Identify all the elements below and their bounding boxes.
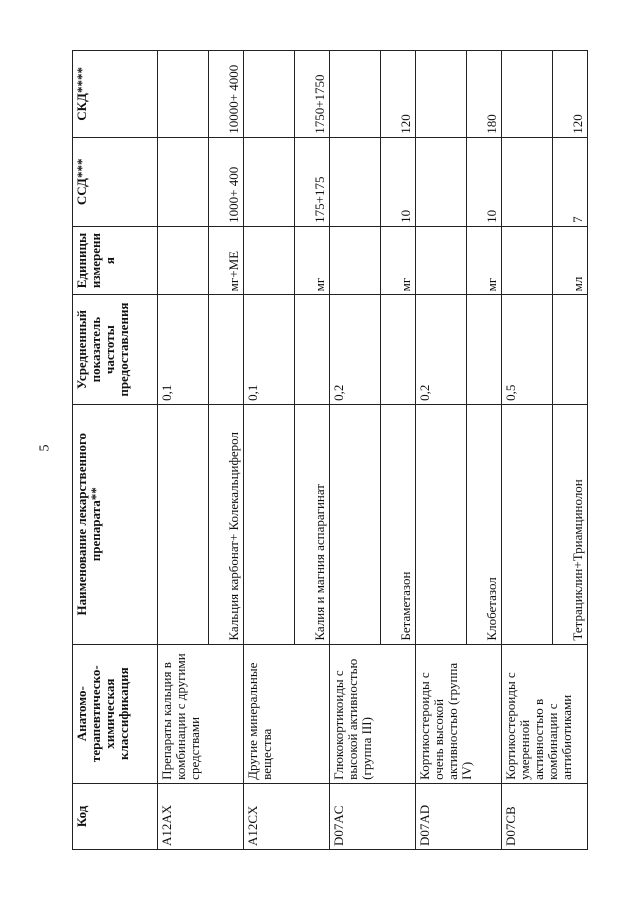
cell-unit-empty — [502, 226, 553, 294]
cell-ssd: 10 — [381, 137, 416, 226]
cell-skd-empty — [416, 51, 467, 138]
cell-drug-empty — [158, 404, 209, 644]
cell-code: A12AX — [158, 783, 244, 849]
table-row — [244, 51, 295, 850]
page-number: 5 — [37, 444, 53, 452]
cell-skd: 1750+1750 — [295, 51, 330, 138]
cell-skd: 120 — [553, 51, 588, 138]
cell-ssd: 175+175 — [295, 137, 330, 226]
cell-unit-empty — [244, 226, 295, 294]
cell-drug: Кальция карбонат+ Колекальциферол — [209, 404, 244, 644]
cell-ssd-empty — [416, 137, 467, 226]
cell-drug: Бетаметазон — [381, 404, 416, 644]
cell-drug: Тетрациклин+Триамцинолон — [553, 404, 588, 644]
drug-table — [72, 50, 588, 850]
cell-skd-empty — [158, 51, 209, 138]
cell-unit: мл — [553, 226, 588, 294]
header-skd: СКД**** — [73, 51, 158, 138]
table-row — [416, 51, 467, 850]
cell-ssd: 7 — [553, 137, 588, 226]
cell-unit: мг — [467, 226, 502, 294]
header-unit: Единицы измерения — [73, 226, 158, 294]
cell-unit: мг — [381, 226, 416, 294]
cell-drug-empty — [244, 404, 295, 644]
cell-classification: Глюкокортикоиды с высокой активностью (группа III) — [330, 644, 416, 783]
cell-unit: мг — [295, 226, 330, 294]
cell-frequency-empty — [553, 295, 588, 405]
cell-classification: Препараты кальция в комбинации с другими средствами — [158, 644, 244, 783]
cell-skd: 180 — [467, 51, 502, 138]
cell-code: D07AC — [330, 783, 416, 849]
cell-unit-empty — [416, 226, 467, 294]
table-row — [502, 51, 553, 850]
cell-ssd-empty — [502, 137, 553, 226]
header-ssd: ССД*** — [73, 137, 158, 226]
cell-drug-empty — [330, 404, 381, 644]
cell-skd-empty — [502, 51, 553, 138]
table-row — [330, 51, 381, 850]
cell-code: D07CB — [502, 783, 588, 849]
cell-classification: Другие минеральные вещества — [244, 644, 330, 783]
table-header-row — [73, 51, 158, 850]
cell-frequency-empty — [295, 295, 330, 405]
cell-frequency: 0,5 — [502, 295, 553, 405]
cell-frequency-empty — [467, 295, 502, 405]
header-classification: Анатомо-терапевтическо-химическая классификация — [73, 644, 158, 783]
cell-unit-empty — [330, 226, 381, 294]
cell-skd-empty — [244, 51, 295, 138]
cell-code: D07AD — [416, 783, 502, 849]
cell-ssd: 1000+ 400 — [209, 137, 244, 226]
cell-drug-empty — [416, 404, 467, 644]
cell-unit-empty — [158, 226, 209, 294]
cell-skd: 10000+ 4000 — [209, 51, 244, 138]
cell-unit: мг+МЕ — [209, 226, 244, 294]
cell-ssd-empty — [330, 137, 381, 226]
cell-frequency: 0,2 — [416, 295, 467, 405]
cell-ssd: 10 — [467, 137, 502, 226]
cell-skd-empty — [330, 51, 381, 138]
cell-frequency: 0,1 — [158, 295, 209, 405]
cell-frequency-empty — [209, 295, 244, 405]
cell-classification: Кортикостероиды с очень высокой активностью (группа IV) — [416, 644, 502, 783]
cell-frequency-empty — [381, 295, 416, 405]
cell-drug-empty — [502, 404, 553, 644]
cell-ssd-empty — [244, 137, 295, 226]
cell-ssd-empty — [158, 137, 209, 226]
rotated-table-container — [72, 50, 606, 850]
cell-frequency: 0,2 — [330, 295, 381, 405]
table-row — [158, 51, 209, 850]
cell-drug: Клобетазол — [467, 404, 502, 644]
cell-classification: Кортикостероиды с умеренной активностью в комбинации с антибиотиками — [502, 644, 588, 783]
cell-skd: 120 — [381, 51, 416, 138]
cell-code: A12CX — [244, 783, 330, 849]
header-code: Код — [73, 783, 158, 849]
header-drug: Наименование лекарственного препарата** — [73, 404, 158, 644]
cell-frequency: 0,1 — [244, 295, 295, 405]
header-frequency: Усредненный показатель частоты предоставления — [73, 295, 158, 405]
cell-drug: Калия и магния аспарагинат — [295, 404, 330, 644]
